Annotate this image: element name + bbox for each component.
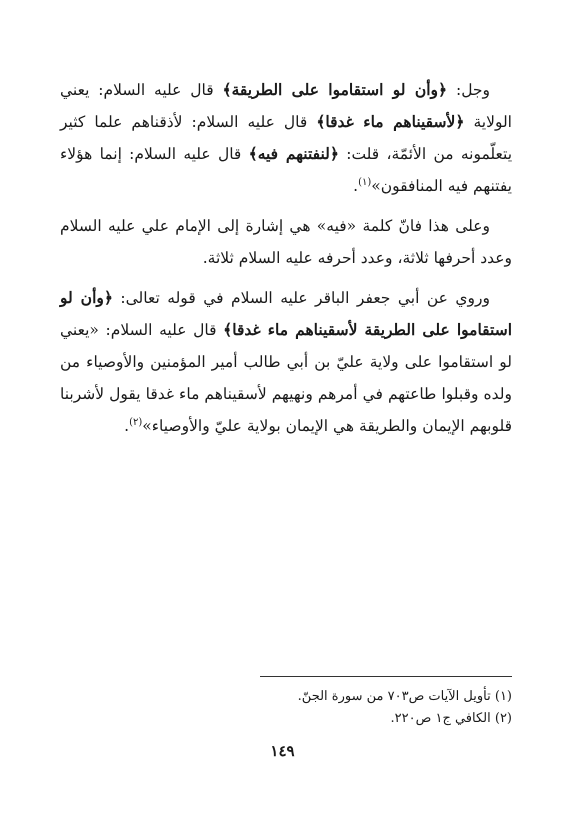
text-run: وروي عن أبي جعفر الباقر عليه السلام في قوله تعالى: xyxy=(112,289,490,307)
paragraph xyxy=(60,210,512,274)
main-text xyxy=(60,74,512,450)
paragraph xyxy=(60,282,512,442)
text-run: قال عليه السلام: لأذقناهم علما كثير يتعلّمونه من الأئمّة، قلت: xyxy=(60,113,513,163)
quran-verse: ﴿لنفتنهم فيه﴾ xyxy=(248,144,339,163)
text-run: . xyxy=(124,417,130,435)
page-number: ١٤٩ xyxy=(270,742,295,760)
footnote: (١) تأويل الآيات ص٧٠٣ من سورة الجنّ. xyxy=(297,689,512,704)
quran-verse: ﴿وأن لو استقاموا على الطريقة﴾ xyxy=(222,80,448,99)
text-run: قال عليه السلام: «يعني لو استقاموا على ولاية عليّ بن أبي طالب أمير المؤمنين والأوصياء من ولده وقبلوا طاعتهم في أمرهم ونهيهم لأسقيناهم ماء غدقا يقول لأشربنا قلوبهم الإيمان والطريقة هي الإيمان بولاية عليّ والأوصياء» xyxy=(60,321,512,435)
quran-verse: ﴿لأسقيناهم ماء غدقا﴾ xyxy=(316,112,465,131)
footnote-ref: (٢) xyxy=(129,416,143,428)
text-run: وعلى هذا فانّ كلمة «فيه» هي إشارة إلى الإمام علي عليه السلام وعدد أحرفها ثلاثة، وعدد أحرفه عليه السلام ثلاثة. xyxy=(60,217,512,267)
footnote-separator xyxy=(260,676,512,677)
footnote: (٢) الكافي ج١ ص٢٢٠. xyxy=(390,711,512,726)
paragraph xyxy=(60,74,512,202)
text-run: . xyxy=(353,177,359,195)
footnote-ref: (١) xyxy=(358,176,372,188)
text-run: وجل: xyxy=(447,81,490,99)
text-run: قال عليه السلام: إنما هؤلاء يفتنهم فيه المنافقون» xyxy=(60,145,512,195)
quran-verse: ﴿وأن لو استقاموا على الطريقة لأسقيناهم ماء غدقا﴾ xyxy=(60,288,512,339)
footnotes xyxy=(180,686,512,730)
text-run: قال عليه السلام: يعني الولاية xyxy=(60,81,512,131)
